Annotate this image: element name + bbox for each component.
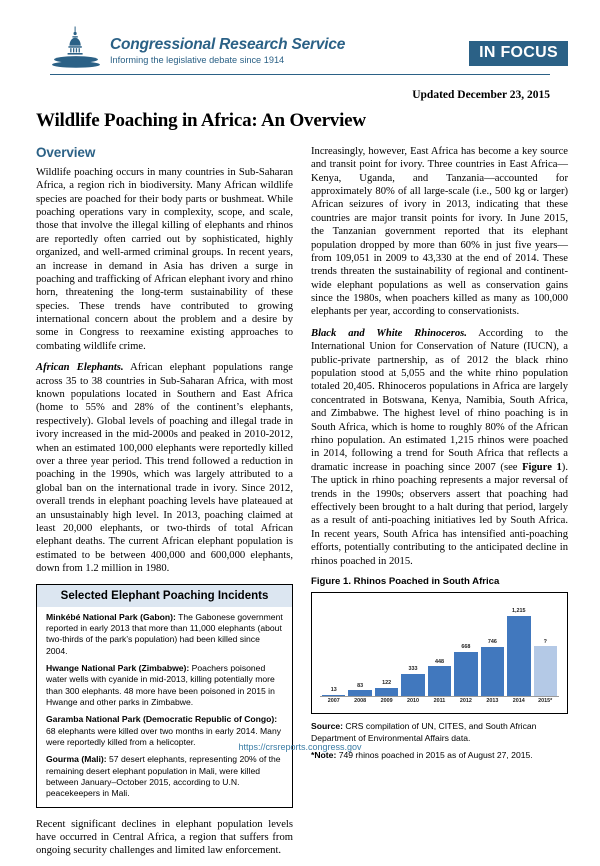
chart-bar-column [454, 597, 477, 696]
left-column [36, 145, 293, 866]
incident-item [46, 612, 283, 657]
incident-text: 68 elephants were killed over two months in early 2014. Many were reportedly killed from a helicopter. [46, 725, 282, 747]
note-label: *Note: [311, 750, 337, 761]
chart-bar-column [534, 597, 557, 696]
chart-bar-value-label: 333 [408, 666, 418, 673]
chart-x-tick: 2009 [380, 697, 393, 704]
chart-x-tick: 2013 [486, 697, 499, 704]
masthead [28, 0, 572, 68]
in-focus-badge: IN FOCUS [469, 41, 568, 66]
chart-bar [534, 646, 557, 696]
incident-text: Poachers poisoned water wells with cyanide in mid-2013, killing potentially more than 300 elephants. 48 more have been poisoned in 2015 in Hwange and other parks in Zimbabwe. [46, 662, 275, 707]
brand-text [110, 37, 345, 68]
paragraph-overview: Wildlife poaching occurs in many countries in Sub-Saharan Africa, a region rich in biodiversity. Many African wildlife species are poached for their body parts or bushmeat. While poaching operations vary in complexity, scope, and scale, those that involve the illegal killing of elephants and rhinos are reportedly often carried out by sophisticated, highly organized, and well-armed criminal groups. In recent years, an increase in demand in Asia has driven a surge in poaching and trafficking of African elephant ivory and rhino horn, threatening the long-term sustainability of these species. These trends have contributed to growing international concern about the problem and a desire by some in Congress to reexamine existing approaches to combating wildlife crime. [36, 166, 293, 352]
chart-bar-column [481, 597, 504, 696]
source-label: Source: [311, 720, 343, 731]
incident-text: 57 desert elephants, representing 20% of the remaining desert elephant population in Mali, were killed between January–October 2015, according to U.N. peacekeepers in Mali. [46, 754, 281, 799]
updated-date: Updated December 23, 2015 [412, 89, 550, 101]
chart-x-axis [320, 697, 559, 704]
chart-bar-value-label: 668 [461, 644, 471, 651]
chart-bar-column [348, 597, 371, 696]
chart-bar-value-label: 122 [382, 680, 392, 687]
chart-bar-value-label: ? [543, 638, 547, 645]
section-heading-overview: Overview [36, 144, 96, 160]
chart-bar-value-label: 13 [330, 687, 337, 694]
lead-in-african-elephants: African Elephants. [36, 362, 124, 374]
incident-place: Hwange National Park (Zimbabwe): [46, 662, 190, 673]
capitol-dome-icon [50, 26, 102, 68]
chart-bar-column [322, 597, 345, 696]
chart-x-tick: 2015* [538, 697, 553, 704]
incident-text: The Gabonese government reported in early 2013 that more than 11,000 elephants (about two-thirds of the park’s population) had been killed since 2004. [46, 611, 283, 656]
source-text: CRS compilation of UN, CITES, and South African Department of Environmental Affairs data. [311, 720, 537, 743]
paragraph-african-elephants-text: African elephant populations range across 35 to 38 countries in Sub-Saharan Africa, with most known populations located in Southern and East Africa (home to 55% and 28% of the continent’s elephants, respectively). Global levels of poaching and illegal trade in ivory increased in the mid-2000s and peaked in 2010-2012, when an estimated 100,000 elephants were reportedly killed over a three year period. This trend followed a reduction in poaching in the 1990s, which was largely attributed to a global ban on the international trade in ivory. Since 2012, overall trends in elephant poaching levels have plateaued at an unsustainably high level. In 2013, poaching claimed at least 20,000 elephants, or two-thirds of total African elephant deaths. The current African elephant population is estimated to be between 400,000 and 600,000 elephants, down from 1.2 million in 1980. [36, 362, 293, 575]
note-text: 749 rhinos poached in 2015 as of August 27, 2015. [336, 750, 533, 761]
incident-place: Garamba National Park (Democratic Republic of Congo): [46, 714, 278, 725]
rhino-poaching-bar-chart [311, 592, 568, 714]
chart-bar-value-label: 448 [434, 658, 444, 665]
chart-bar-column [375, 597, 398, 696]
chart-bar-value-label: 83 [357, 683, 364, 690]
chart-bar [322, 695, 345, 696]
chart-x-tick: 2007 [327, 697, 340, 704]
crs-brand [50, 26, 345, 68]
paragraph-central-africa: Recent significant declines in elephant population levels have occurred in Central Africa, a region that suffers from ongoing security challenges and limited law enforcement. [36, 818, 293, 857]
chart-x-tick: 2010 [407, 697, 420, 704]
chart-bar-column [507, 597, 530, 696]
lead-in-rhinoceros: Black and White Rhinoceros. [311, 327, 467, 339]
content-columns [28, 133, 572, 866]
chart-x-tick: 2008 [354, 697, 367, 704]
page-title: Wildlife Poaching in Africa: An Overview [36, 110, 366, 131]
paragraph-rhinoceros-text-a: According to the International Union for Conservation of Nature (IUCN), a public-private partnership, as of 2012 the black rhino population stood at 5,055 and the white rhino population totaled 20,405. Rhinoceros populations in Africa are largely concentrated in Botswana, Kenya, Namibia, South Africa, and Zimbabwe. The highest level of rhino poaching is in South Africa, which is home to roughly 80% of the African rhino population. An estimated 1,215 rhinos were poached in 2014, following a trend for South Africa that reflects a dramatic increase in poaching since 2007 (see [311, 327, 568, 473]
chart-x-tick: 2011 [433, 697, 446, 704]
selected-incidents-box [36, 584, 293, 808]
org-tagline: Informing the legislative debate since 1914 [110, 55, 285, 66]
chart-x-tick: 2014 [512, 697, 525, 704]
chart-bar [454, 652, 477, 696]
chart-bar [401, 674, 424, 696]
chart-bar-value-label: 746 [487, 639, 497, 646]
chart-bar [507, 616, 530, 696]
chart-bar [428, 666, 451, 696]
chart-plot-area [320, 597, 559, 697]
org-name: Congressional Research Service [110, 35, 346, 53]
chart-bar-column [428, 597, 451, 696]
right-column [311, 145, 568, 866]
incident-place: Gourma (Mali): [46, 754, 107, 765]
chart-bar-column [401, 597, 424, 696]
chart-bar-value-label: 1,215 [512, 608, 526, 615]
figure-source-note [311, 721, 568, 744]
chart-bar [348, 690, 371, 695]
chart-bar [481, 647, 504, 696]
chart-bar [375, 688, 398, 696]
figure-title: Figure 1. Rhinos Poached in South Africa [311, 575, 500, 587]
paragraph-rhinoceros-text-b: ). The uptick in rhino poaching represents a major reversal of trends in the 1990s; observers assert that poaching had effectively been brought to a halt during that period, largely as a result of anti-poaching initiatives led by South Africa. In recent years, South Africa has intensified anti-poaching efforts, potentially contributing to the anticipated decline in rhinos poached in 2015. [311, 461, 568, 567]
paragraph-east-africa: Increasingly, however, East Africa has become a key source and transit point for ivory. Three countries in East Africa—Kenya, Uganda, and Tanzania—accounted for approximately 80% of all large-scale (i.e., 500 kg or larger) African seizures of ivory in 2013, indicating that these countries are major transit points for ivory. In June 2015, the Tanzanian government reported that its elephant population dropped by more than 60% in just five years—from 109,051 in 2009 to 43,330 at the end of 2014. These trends threaten the sustainability of regional and continent-wide elephant populations as well as conservation gains since the 1980s, when poachers killed as many as 100,000 elephants per year, according to conservationists. [311, 145, 568, 318]
paragraph-rhinoceros [311, 327, 568, 568]
chart-x-tick: 2012 [459, 697, 472, 704]
paragraph-african-elephants [36, 361, 293, 575]
footer-url: https://crsreports.congress.gov [238, 742, 362, 752]
figure-cross-reference: Figure 1 [522, 461, 562, 473]
incidents-box-heading: Selected Elephant Poaching Incidents [37, 585, 292, 607]
incident-place: Minkébé National Park (Gabon): [46, 611, 176, 622]
incident-item [46, 663, 283, 708]
